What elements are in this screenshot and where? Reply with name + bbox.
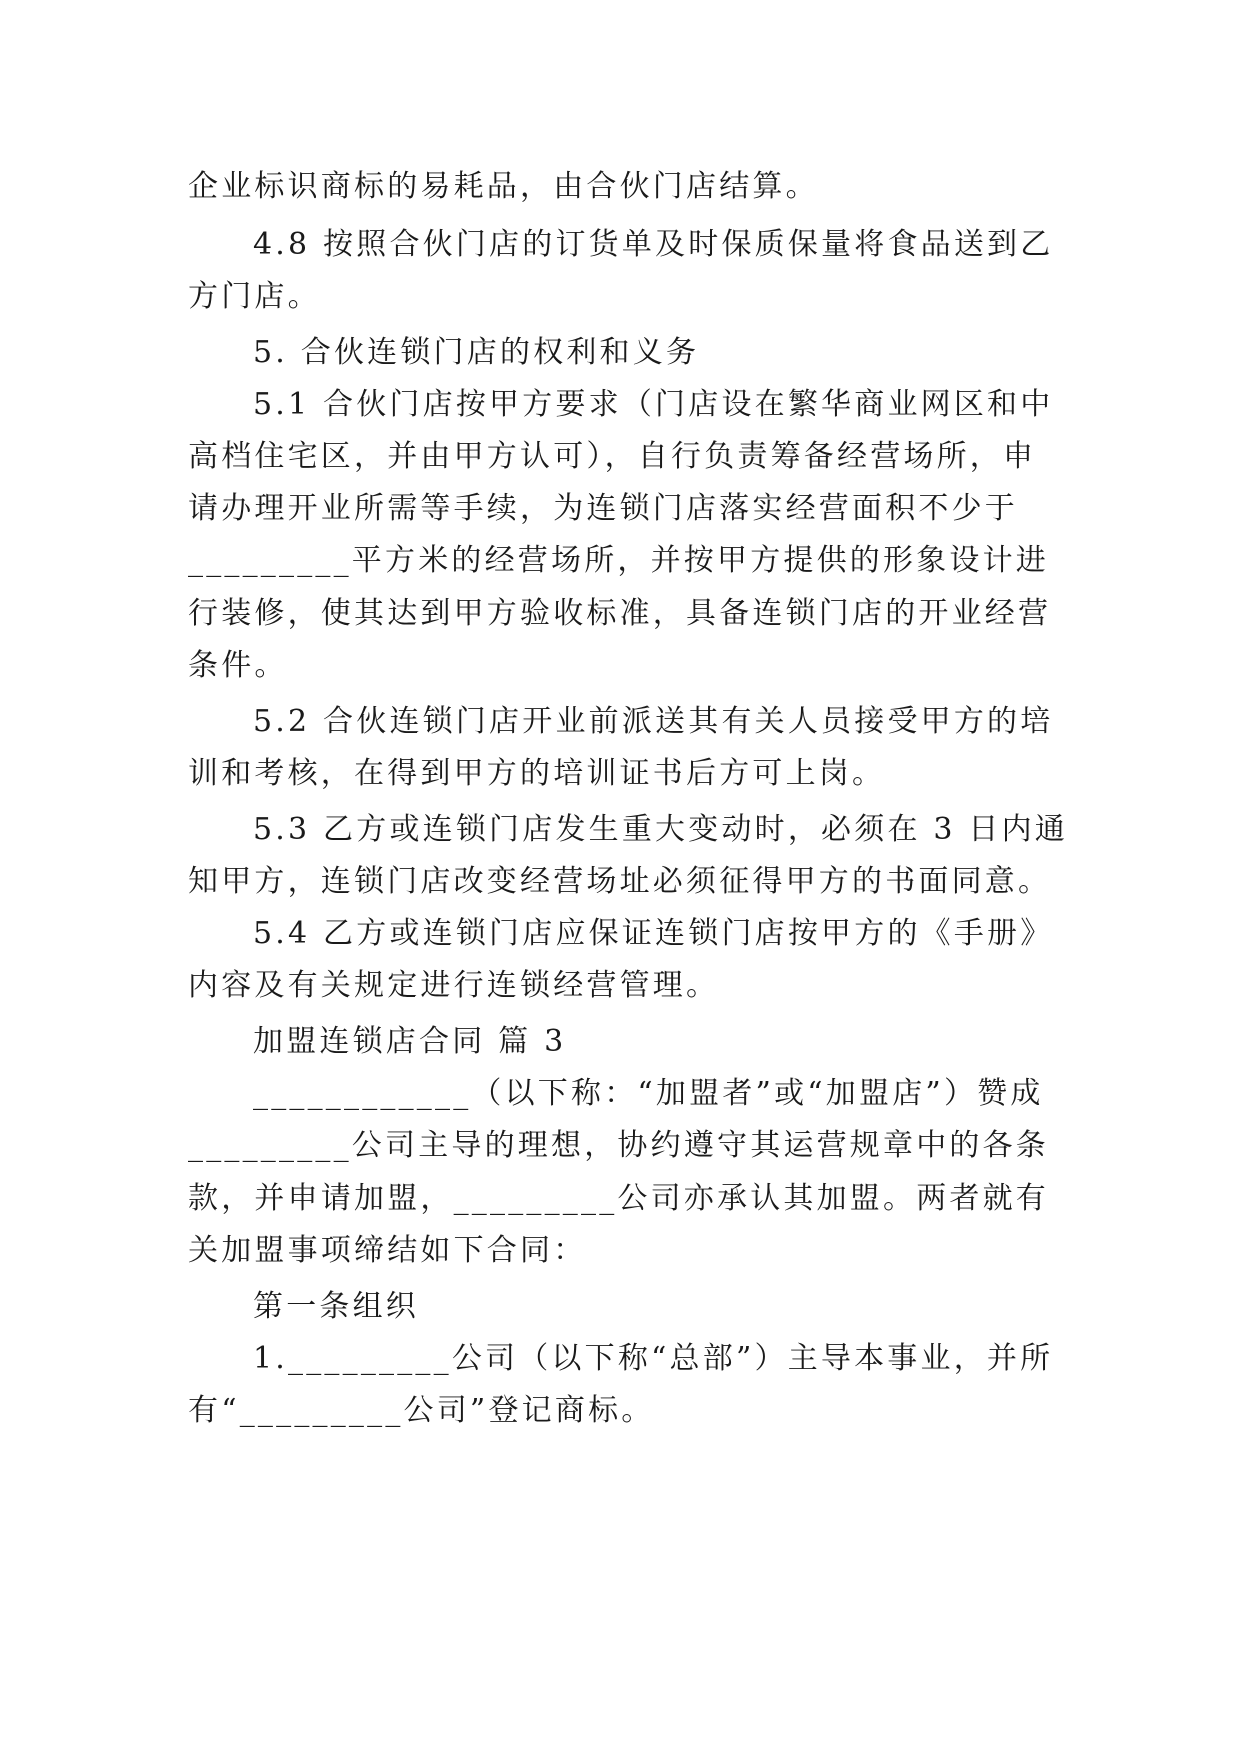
text-line: 关加盟事项缔结如下合同：: [188, 1233, 587, 1268]
text-line: 行装修，使其达到甲方验收标准，具备连锁门店的开业经营: [188, 596, 1052, 631]
text-line: _________平方米的经营场所，并按甲方提供的形象设计进: [188, 543, 1049, 578]
paragraph-5-1: 5.1 合伙门店按甲方要求（门店设在繁华商业网区和中: [253, 387, 1054, 422]
text-line: 高档住宅区，并由甲方认可），自行负责筹备经营场所，申: [188, 439, 1037, 474]
article-1-heading: 第一条组织: [253, 1289, 419, 1324]
paragraph-5-4: 5.4 乙方或连锁门店应保证连锁门店按甲方的《手册》: [253, 916, 1054, 951]
paragraph-4-8: 4.8 按照合伙门店的订货单及时保质保量将食品送到乙: [253, 227, 1054, 262]
text-line: 内容及有关规定进行连锁经营管理。: [188, 968, 720, 1003]
text-line: 方门店。: [188, 279, 321, 314]
contract-intro-line: ____________（以下称：“加盟者”或“加盟店”）赞成: [253, 1076, 1044, 1111]
text-line: _________公司主导的理想，协约遵守其运营规章中的各条: [188, 1128, 1049, 1163]
article-1-clause-1: 1._________公司（以下称“总部”）主导本事业，并所: [253, 1341, 1054, 1376]
paragraph-5-2: 5.2 合伙连锁门店开业前派送其有关人员接受甲方的培: [253, 704, 1054, 739]
text-line: 训和考核，在得到甲方的培训证书后方可上岗。: [188, 756, 886, 791]
section-heading-5: 5. 合伙连锁门店的权利和义务: [253, 335, 700, 370]
paragraph-5-3: 5.3 乙方或连锁门店发生重大变动时，必须在 3 日内通: [253, 812, 1069, 847]
text-line: 款，并申请加盟，_________公司亦承认其加盟。两者就有: [188, 1181, 1049, 1216]
text-line: 条件。: [188, 648, 288, 683]
text-line: 企业标识商标的易耗品，由合伙门店结算。: [188, 169, 819, 204]
text-line: 知甲方，连锁门店改变经营场址必须征得甲方的书面同意。: [188, 864, 1052, 899]
text-line: 请办理开业所需等手续，为连锁门店落实经营面积不少于: [188, 491, 1018, 526]
text-line: 有“_________公司”登记商标。: [188, 1393, 655, 1428]
section-title-part-3: 加盟连锁店合同 篇 3: [253, 1024, 567, 1059]
